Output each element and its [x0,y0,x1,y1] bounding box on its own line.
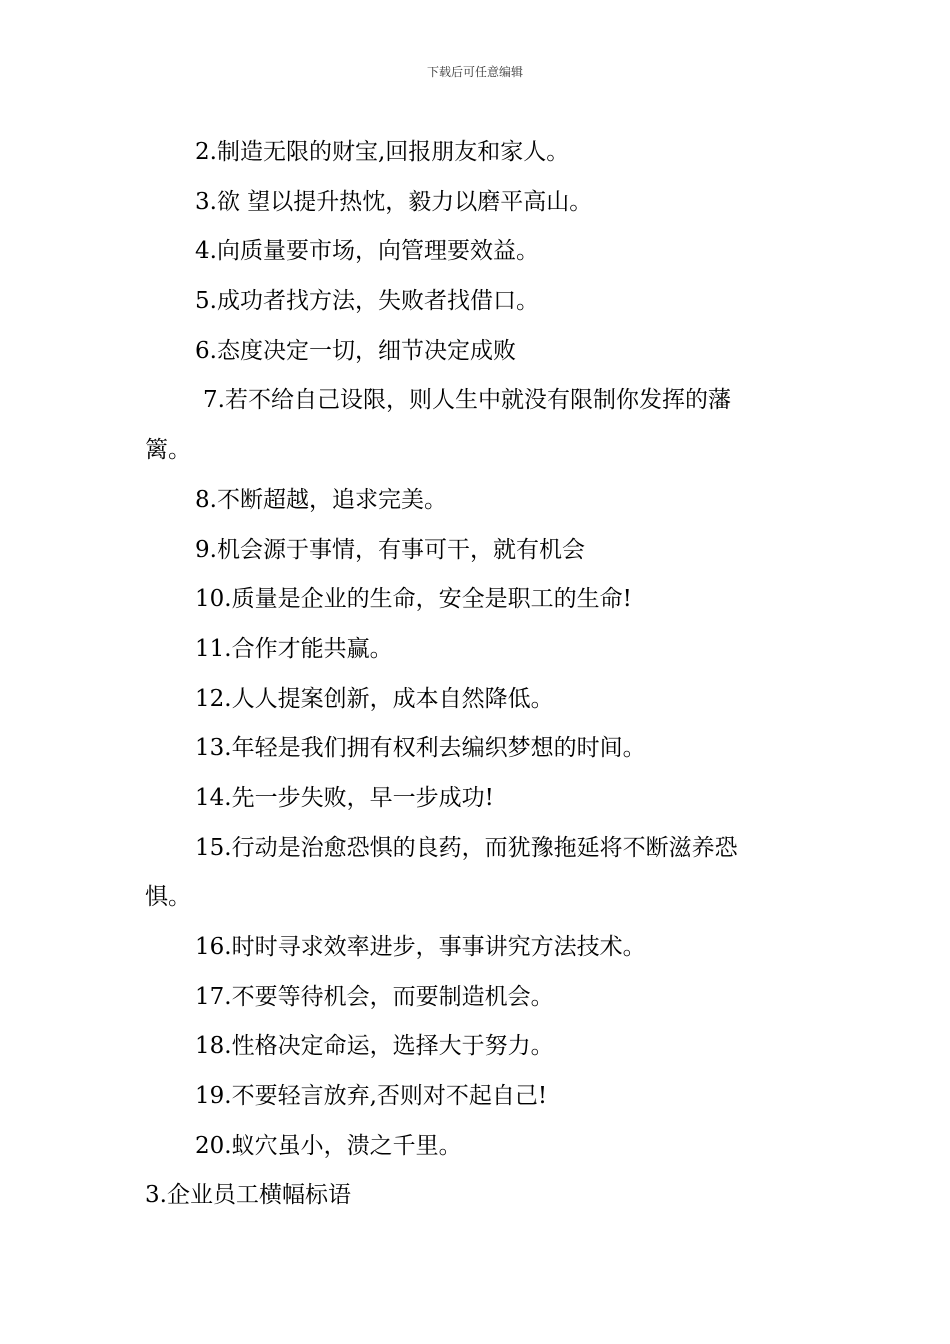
slogan-line-15: 15.行动是治愈恐惧的良药，而犹豫拖延将不断滋养恐 [195,834,738,861]
slogan-line-5: 5.成功者找方法，失败者找借口。 [195,288,539,315]
slogan-line-17: 17.不要等待机会，而要制造机会。 [195,983,554,1010]
slogan-line-12: 12.人人提案创新，成本自然降低。 [195,685,554,712]
slogan-line-9: 9.机会源于事情，有事可干，就有机会 [195,536,585,563]
slogan-line-20: 20.蚁穴虽小，溃之千里。 [195,1132,462,1159]
slogan-line-8: 8.不断超越，追求完美。 [195,486,447,513]
section-heading: 3.企业员工横幅标语 [145,1182,351,1209]
slogan-line-14: 14.先一步失败，早一步成功! [195,784,494,811]
slogan-line-18: 18.性格决定命运，选择大于努力。 [195,1033,554,1060]
document-body [145,128,810,1221]
slogan-line-19: 19.不要轻言放弃,否则对不起自己! [195,1083,548,1110]
page-header: 下载后可任意编辑 [426,65,523,79]
slogan-line-15-continued: 惧。 [145,884,191,911]
slogan-line-7-continued: 篱。 [145,437,191,464]
slogan-line-4: 4.向质量要市场，向管理要效益。 [195,238,539,265]
slogan-line-3: 3.欲 望以提升热忱，毅力以磨平高山。 [195,188,593,215]
slogan-line-7: 7.若不给自己设限，则人生中就没有限制你发挥的藩 [203,387,731,414]
slogan-line-2: 2.制造无限的财宝,回报朋友和家人。 [195,139,570,165]
slogan-line-11: 11.合作才能共赢。 [195,635,393,662]
slogan-line-13: 13.年轻是我们拥有权利去编织梦想的时间。 [195,735,646,762]
slogan-line-16: 16.时时寻求效率进步，事事讲究方法技术。 [195,934,646,960]
slogan-line-10: 10.质量是企业的生命，安全是职工的生命! [195,586,632,613]
slogan-line-6: 6.态度决定一切，细节决定成败 [195,337,516,364]
